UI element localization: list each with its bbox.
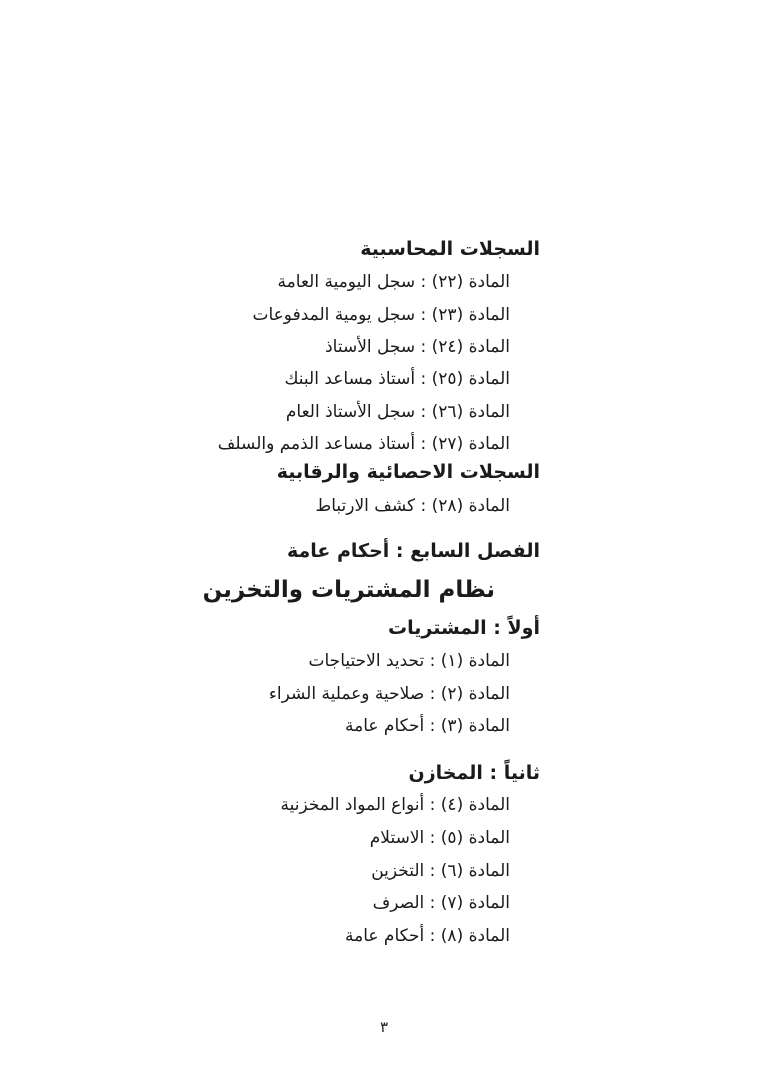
chapter-seven-heading: الفصل السابع : أحكام عامة — [286, 540, 540, 562]
toc-item-article-8: المادة (٨) : أحكام عامة — [344, 926, 510, 946]
toc-item-article-4: المادة (٤) : أنواع المواد المخزنية — [280, 795, 510, 815]
purchases-storage-system-title: نظام المشتريات والتخزين — [202, 577, 495, 603]
toc-item-article-22: المادة (٢٢) : سجل اليومية العامة — [277, 272, 510, 292]
section-heading-statistical-control-records: السجلات الاحصائية والرقابية — [276, 461, 540, 483]
section-heading-accounting-records: السجلات المحاسبية — [360, 238, 540, 260]
toc-item-article-6: المادة (٦) : التخزين — [371, 861, 510, 881]
toc-item-article-23: المادة (٢٣) : سجل يومية المدفوعات — [252, 305, 510, 325]
toc-item-article-3: المادة (٣) : أحكام عامة — [344, 716, 510, 736]
second-stores-heading: ثانياً : المخازن — [408, 762, 540, 784]
toc-item-article-28: المادة (٢٨) : كشف الارتباط — [315, 496, 510, 516]
toc-item-article-1: المادة (١) : تحديد الاحتياجات — [308, 651, 510, 671]
toc-item-article-27: المادة (٢٧) : أستاذ مساعد الذمم والسلف — [217, 434, 510, 454]
toc-item-article-5: المادة (٥) : الاستلام — [369, 828, 510, 848]
page-number: ٣ — [379, 1018, 389, 1036]
toc-item-article-7: المادة (٧) : الصرف — [372, 893, 510, 913]
toc-item-article-26: المادة (٢٦) : سجل الأستاذ العام — [285, 402, 510, 422]
first-purchases-heading: أولاً : المشتريات — [388, 617, 540, 639]
toc-item-article-25: المادة (٢٥) : أستاذ مساعد البنك — [284, 369, 510, 389]
toc-item-article-2: المادة (٢) : صلاحية وعملية الشراء — [268, 684, 510, 704]
toc-item-article-24: المادة (٢٤) : سجل الأستاذ — [325, 337, 510, 357]
